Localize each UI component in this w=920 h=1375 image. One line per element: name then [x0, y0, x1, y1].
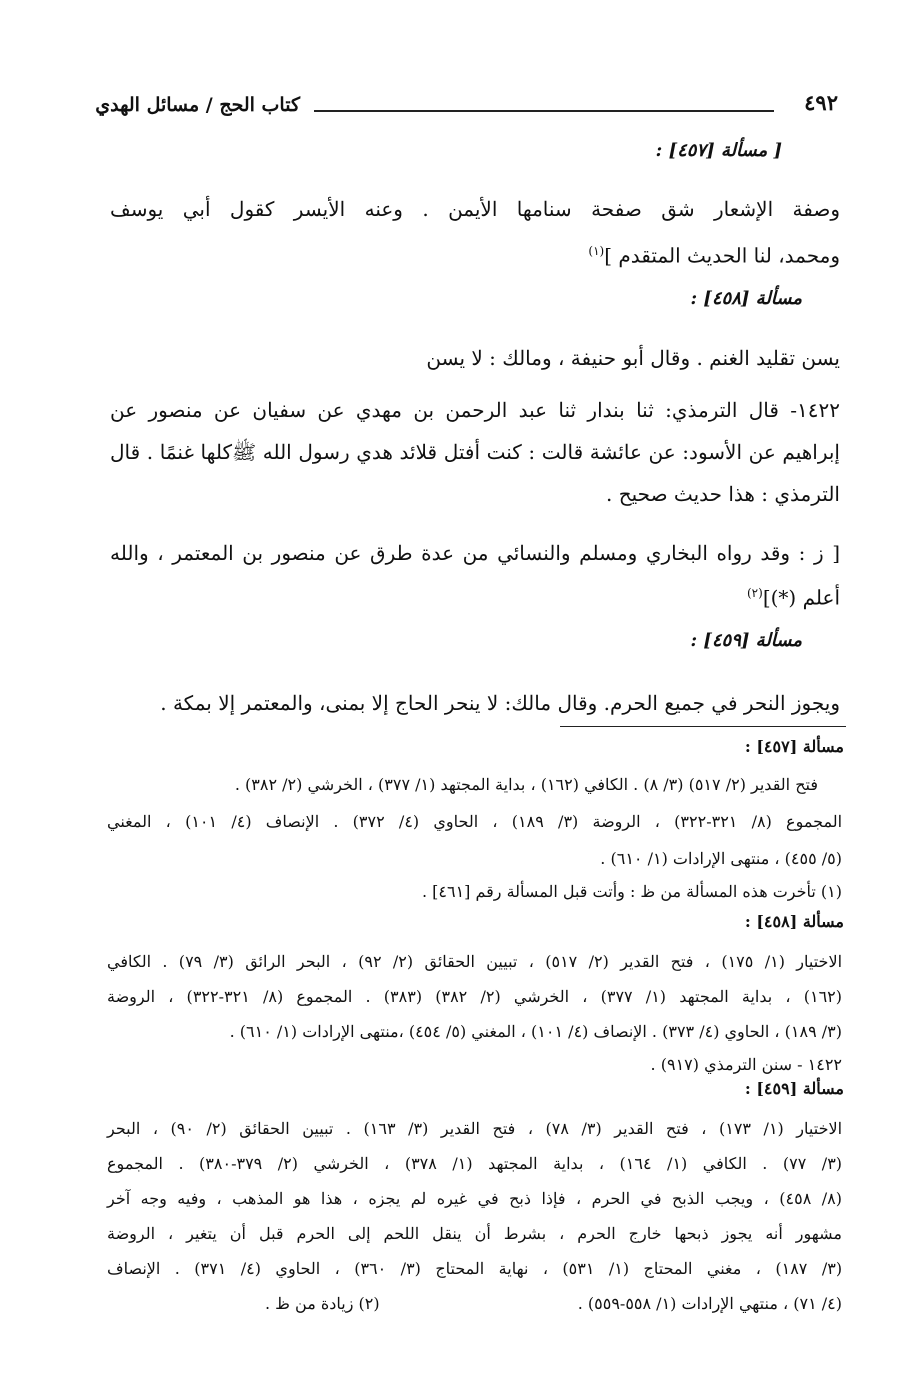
addition-z-line-2 [747, 572, 840, 619]
header-rule [314, 110, 774, 112]
hadith-1422-line-2: إبراهيم عن الأسود: عن عائشة قالت : كنت أفتل قلائد هدي رسول الله ﷺكلها غنمًا . قال [110, 440, 840, 464]
footnote-458-line-1: الاختيار (١/ ١٧٥) ، فتح القدير (٢/ ٥١٧) ، تبيين الحقائق (٢/ ٩٢) ، البحر الرائق (٣/ ٧٩) . الكافي [107, 952, 843, 971]
hadith-1422-line-1: ١٤٢٢- قال الترمذي: ثنا بندار ثنا عبد الرحمن بن مهدي عن سفيان عن منصور عن [110, 398, 840, 422]
question-458-text: يسن تقليد الغنم . وقال أبو حنيفة ، ومالك : لا يسن [426, 346, 840, 370]
addition-z-line-2-text: أعلم (*)] [762, 585, 840, 610]
question-457-line-2 [588, 230, 840, 277]
footnote-459-line-5: (٣/ ١٨٧) ، مغني المحتاج (١/ ٥٣١) ، نهاية المحتاج (٣/ ٣٦٠) ، الحاوي (٤/ ٣٧١) . الإنصاف [107, 1259, 843, 1278]
footnote-ref-1: (١) [588, 244, 605, 258]
footnote-459-line-1: الاختيار (١/ ١٧٣) ، فتح القدير (٣/ ٧٨) ، فتح القدير (٣/ ١٦٣) . تبيين الحقائق (٢/ ٩٠) ، البحر [107, 1119, 843, 1138]
footnote-1: (١) تأخرت هذه المسألة من ظ : وأتت قبل المسألة رقم [٤٦١] . [421, 882, 842, 901]
footnote-457-heading: مسألة [٤٥٧] : [744, 737, 844, 756]
footnote-ref-2: (٢) [746, 586, 763, 600]
footnote-459-heading: مسألة [٤٥٩] : [744, 1079, 844, 1098]
footnote-458-line-3: (٣/ ١٨٩) ، الحاوي (٤/ ٣٧٣) . الإنصاف (٤/ ١٠١) ، المغني (٥/ ٤٥٤) ،منتهى الإرادات (١/ ٦١٠) . [229, 1022, 842, 1041]
footnote-457-line-3: (٥/ ٤٥٥) ، منتهى الإرادات (١/ ٦١٠) . [600, 849, 842, 868]
footnote-separator [560, 726, 846, 727]
page-number: ٤٩٢ [804, 90, 838, 115]
footnote-459-line-6: (٤/ ٧١) ، منتهي الإرادات (١/ ٥٥٨-٥٥٩) . [577, 1294, 842, 1313]
question-457-line-2-text: ومحمد، لنا الحديث المتقدم ] [604, 243, 840, 268]
question-458-heading: مسألة [٤٥٨] : [690, 288, 802, 309]
addition-z-line-1: [ ز : وقد رواه البخاري ومسلم والنسائي من عدة طرق عن منصور بن المعتمر ، والله [110, 541, 840, 565]
question-459-text: ويجوز النحر في جميع الحرم. وقال مالك: لا ينحر الحاج إلا بمنى، والمعتمر إلا بمكة . [160, 691, 840, 715]
question-459-heading: مسألة [٤٥٩] : [690, 630, 802, 651]
hadith-1422-line-3: الترمذي : هذا حديث صحيح . [606, 482, 840, 506]
footnote-2: (٢) زيادة من ظ . [265, 1294, 380, 1313]
footnote-459-line-3: (٨/ ٤٥٨) ، ويجب الذبح في الحرم ، فإذا ذبح في غيره لم يجزه ، هذا هو المذهب ، وفيه وجه آخر [107, 1189, 842, 1208]
question-457-line-1: وصفة الإشعار شق صفحة سنامها الأيمن . وعنه الأيسر كقول أبي يوسف [110, 197, 840, 221]
footnote-458-line-2: (١٦٢) ، بداية المجتهد (١/ ٣٧٧) ، الخرشي (٢/ ٣٨٢) (٣٨٣) . المجموع (٨/ ٣٢١-٣٢٢) ، الروضة [107, 987, 843, 1006]
question-457-heading: [ مسألة [٤٥٧] : [655, 140, 782, 161]
running-title: كتاب الحج / مسائل الهدي [95, 94, 300, 116]
footnote-1422: ١٤٢٢ - سنن الترمذي (٩١٧) . [650, 1055, 842, 1074]
footnote-459-line-2: (٣/ ٧٧) . الكافي (١/ ١٦٤) ، بداية المجتهد (١/ ٣٧٨) ، الخرشي (٢/ ٣٧٩-٣٨٠) . المجموع [107, 1154, 843, 1173]
footnote-459-line-4: مشهور أنه يجوز ذبحها خارج الحرم ، بشرط أن ينقل اللحم إلى الحرم قبل أن يتغير ، الروضة [107, 1224, 842, 1243]
footnote-458-heading: مسألة [٤٥٨] : [744, 912, 844, 931]
footnote-457-line-2: المجموع (٨/ ٣٢١-٣٢٢) ، الروضة (٣/ ١٨٩) ، الحاوي (٤/ ٣٧٢) . الإنصاف (٤/ ١٠١) ، المغني [107, 812, 843, 831]
footnote-457-line-1: فتح القدير (٢/ ٥١٧) (٣/ ٨) . الكافي (١٦٢) ، بداية المجتهد (١/ ٣٧٧) ، الخرشي (٢/ ٣٨٢) . [234, 775, 818, 794]
